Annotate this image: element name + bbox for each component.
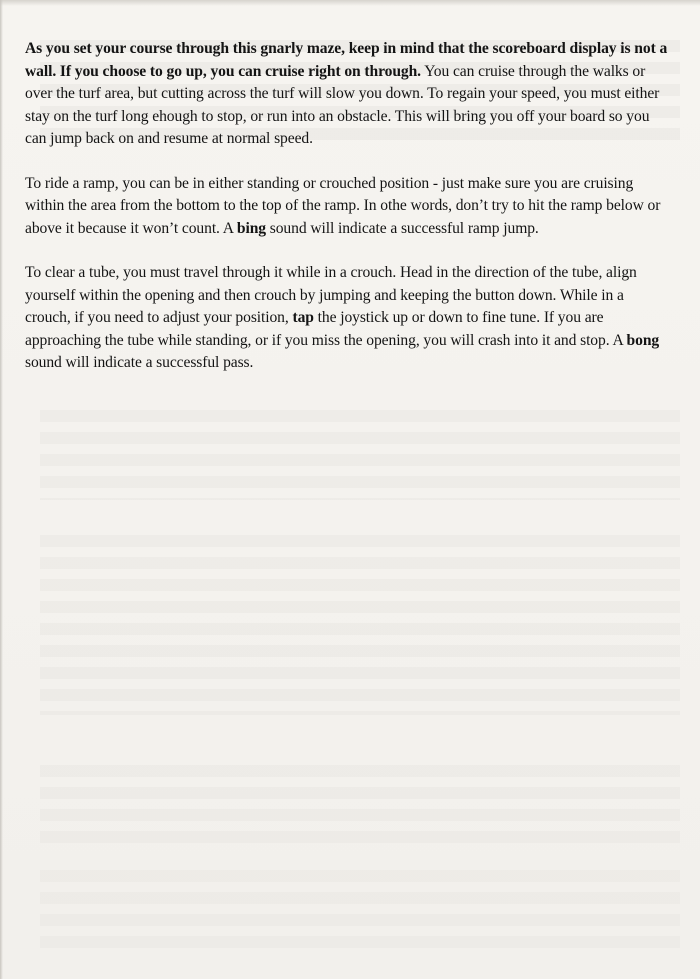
paragraph-ramp xyxy=(25,173,670,241)
paragraph-2-text-b: sound will indicate a successful ramp jump. xyxy=(265,219,539,237)
paragraph-2-bold-word: bing xyxy=(236,219,266,237)
bleed-through-block-5 xyxy=(40,870,680,950)
paragraph-3-text-a: To clear a tube, you must travel through it while in a crouch. Head in the direction of the tube, align yourself within the opening and then crouch by jumping and keeping the button down. While in a crouch, if you need to adjust your position, xyxy=(25,264,637,326)
paragraph-scoreboard xyxy=(25,38,670,151)
paragraph-3-bold-word-2: bong xyxy=(626,331,660,349)
paragraph-3-bold-word: tap xyxy=(292,309,314,326)
paragraph-1-text: You can cruise through the walks or over the turf area, but cutting across the turf will slow you down. To regain your speed, you must either stay on the turf long ehough to stop, or run into an obstacle. This will bring you off your board so you can jump back on and resume at normal speed. xyxy=(25,62,660,147)
paragraph-2-text-a: To ride a ramp, you can be in either standing or crouched position - just make sure you are cruising within the area from the bottom to the top of the ramp. In othe words, don’t try to hit the ramp below or above it because it won’t count. A xyxy=(25,174,661,237)
bleed-through-block-4 xyxy=(40,765,680,845)
paragraph-1-bold-lead: As you set your course through this gnarly maze, keep in mind that the scoreboard display is not a wall. If you choose to go up, you can cruise right on through. xyxy=(25,40,668,80)
body-text xyxy=(25,38,670,397)
page-left-edge xyxy=(0,0,3,979)
paragraph-tube xyxy=(25,262,670,375)
bleed-through-block-2 xyxy=(40,410,680,500)
paragraph-3-text-b: the joystick up or down to fine tune. If you are approaching the tube while standing, or if you miss the opening, you will crash into it and stop. A xyxy=(25,309,627,349)
page-top-edge xyxy=(0,0,700,6)
paragraph-3-text-c: sound will indicate a successful pass. xyxy=(25,354,254,371)
bleed-through-block-3 xyxy=(40,535,680,715)
